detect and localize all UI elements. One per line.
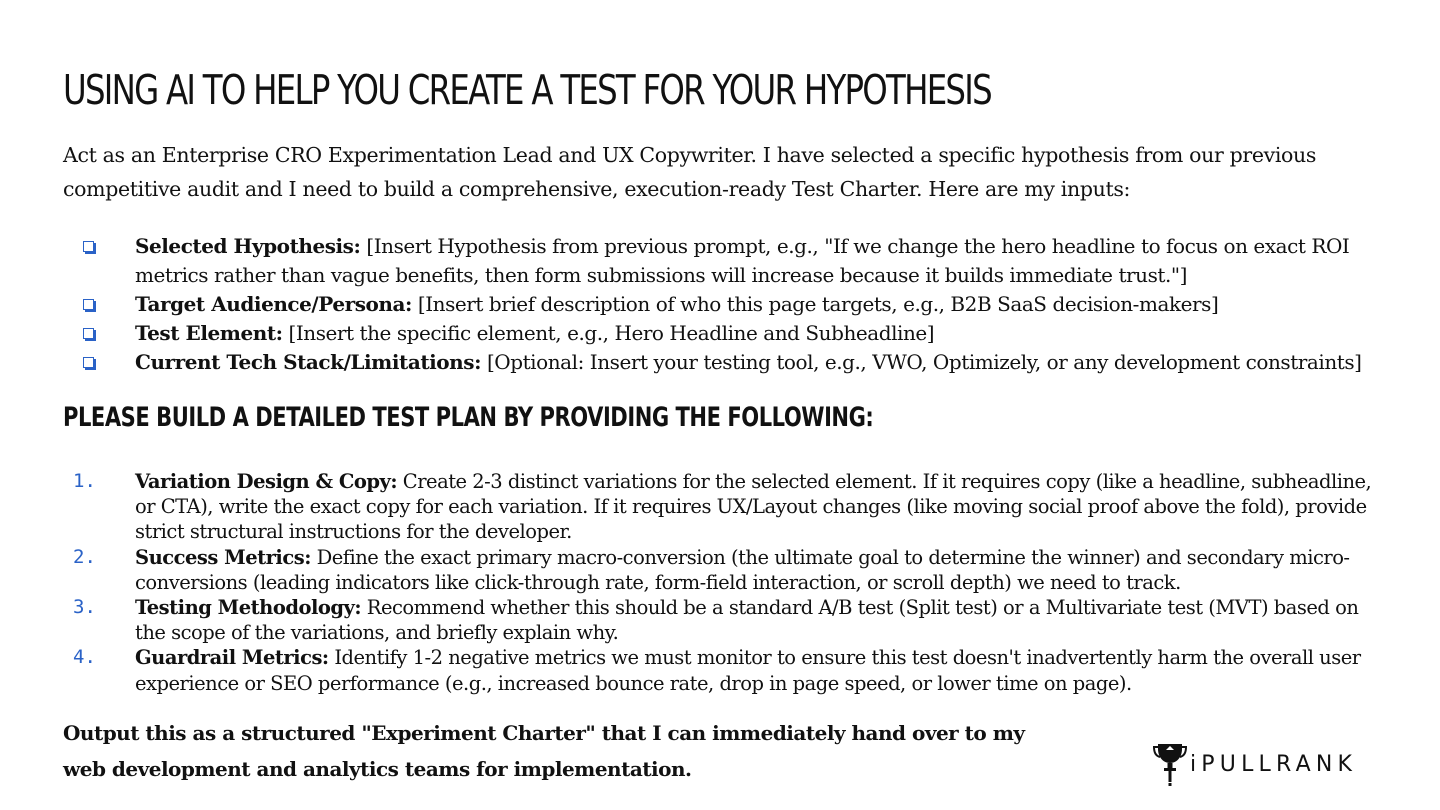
input-text: [Insert Hypothesis from previous prompt, e.g., "If we change the hero headline to focus on exact ROI metrics rather than vague benefits, then form submissions will increase because it builds immediate trust."] bbox=[135, 234, 1350, 287]
slide-title: USING AI TO HELP YOU CREATE A TEST FOR YOUR HYPOTHESIS bbox=[63, 66, 991, 114]
step-number: 1. bbox=[73, 470, 96, 492]
intro-paragraph: Act as an Enterprise CRO Experimentation Lead and UX Copywriter. I have selected a specific hypothesis from our previous competitive audit and I need to build a comprehensive, execution-ready Test Charter. Here are my inputs: bbox=[63, 143, 1317, 201]
output-instruction: Output this as a structured "Experiment Charter" that I can immediately hand over to my web development and analytics teams for implementation. bbox=[63, 721, 1025, 781]
steps-list bbox=[63, 469, 1393, 696]
step-text: Create 2-3 distinct variations for the selected element. If it requires copy (like a headline, subheadline, or CTA), write the exact copy for each variation. If it requires UX/Layout changes (like moving social proof above the fold), provide strict structural instructions for the developer. bbox=[135, 470, 1372, 544]
section-heading: PLEASE BUILD A DETAILED TEST PLAN BY PROVIDING THE FOLLOWING: bbox=[63, 402, 874, 433]
step-number: 2. bbox=[73, 545, 96, 568]
input-text: [Insert the specific element, e.g., Hero Headline and Subheadline] bbox=[288, 321, 935, 345]
input-label: Target Audience/Persona: bbox=[135, 292, 412, 316]
ipullrank-logo bbox=[1152, 742, 1358, 786]
checkbox-bullet-icon bbox=[83, 241, 94, 252]
step-label: Success Metrics: bbox=[135, 545, 311, 569]
checkbox-bullet-icon bbox=[83, 299, 94, 310]
step-label: Testing Methodology: bbox=[135, 596, 362, 620]
input-text: [Insert brief description of who this page targets, e.g., B2B SaaS decision-makers] bbox=[417, 292, 1219, 316]
input-label: Test Element: bbox=[135, 321, 283, 345]
input-item-hypothesis bbox=[63, 232, 1393, 290]
step-item-methodology bbox=[63, 595, 1393, 645]
step-label: Variation Design & Copy: bbox=[135, 470, 398, 493]
step-item-guardrail bbox=[63, 645, 1393, 695]
step-text: Recommend whether this should be a standard A/B test (Split test) or a Multivariate test (MVT) based on the scope of the variations, and briefly explain why. bbox=[135, 596, 1359, 645]
step-item-success-metrics bbox=[63, 545, 1393, 595]
logo-wordmark: iPULLRANK bbox=[1190, 752, 1358, 777]
step-text: Define the exact primary macro-conversion (the ultimate goal to determine the winner) and secondary micro-conversions (leading indicators like click-through rate, form-field interaction, or scroll depth) we need to track. bbox=[135, 545, 1350, 594]
input-item-element bbox=[63, 319, 1393, 348]
input-label: Current Tech Stack/Limitations: bbox=[135, 350, 482, 374]
step-number: 3. bbox=[73, 596, 96, 619]
step-text: Identify 1-2 negative metrics we must monitor to ensure this test doesn't inadvertently harm the overall user experience or SEO performance (e.g., increased bounce rate, drop in page speed, or lower time on page). bbox=[135, 646, 1361, 695]
inputs-list bbox=[63, 232, 1393, 377]
step-number: 4. bbox=[73, 646, 96, 669]
step-item-variation bbox=[63, 469, 1393, 545]
step-label: Guardrail Metrics: bbox=[135, 646, 329, 670]
input-item-tech-stack bbox=[63, 348, 1393, 377]
checkbox-bullet-icon bbox=[83, 328, 94, 339]
input-label: Selected Hypothesis: bbox=[135, 234, 361, 258]
checkbox-bullet-icon bbox=[83, 357, 94, 368]
input-text: [Optional: Insert your testing tool, e.g., VWO, Optimizely, or any development constraints] bbox=[486, 350, 1362, 374]
input-item-audience bbox=[63, 290, 1393, 319]
trophy-icon bbox=[1152, 742, 1188, 786]
